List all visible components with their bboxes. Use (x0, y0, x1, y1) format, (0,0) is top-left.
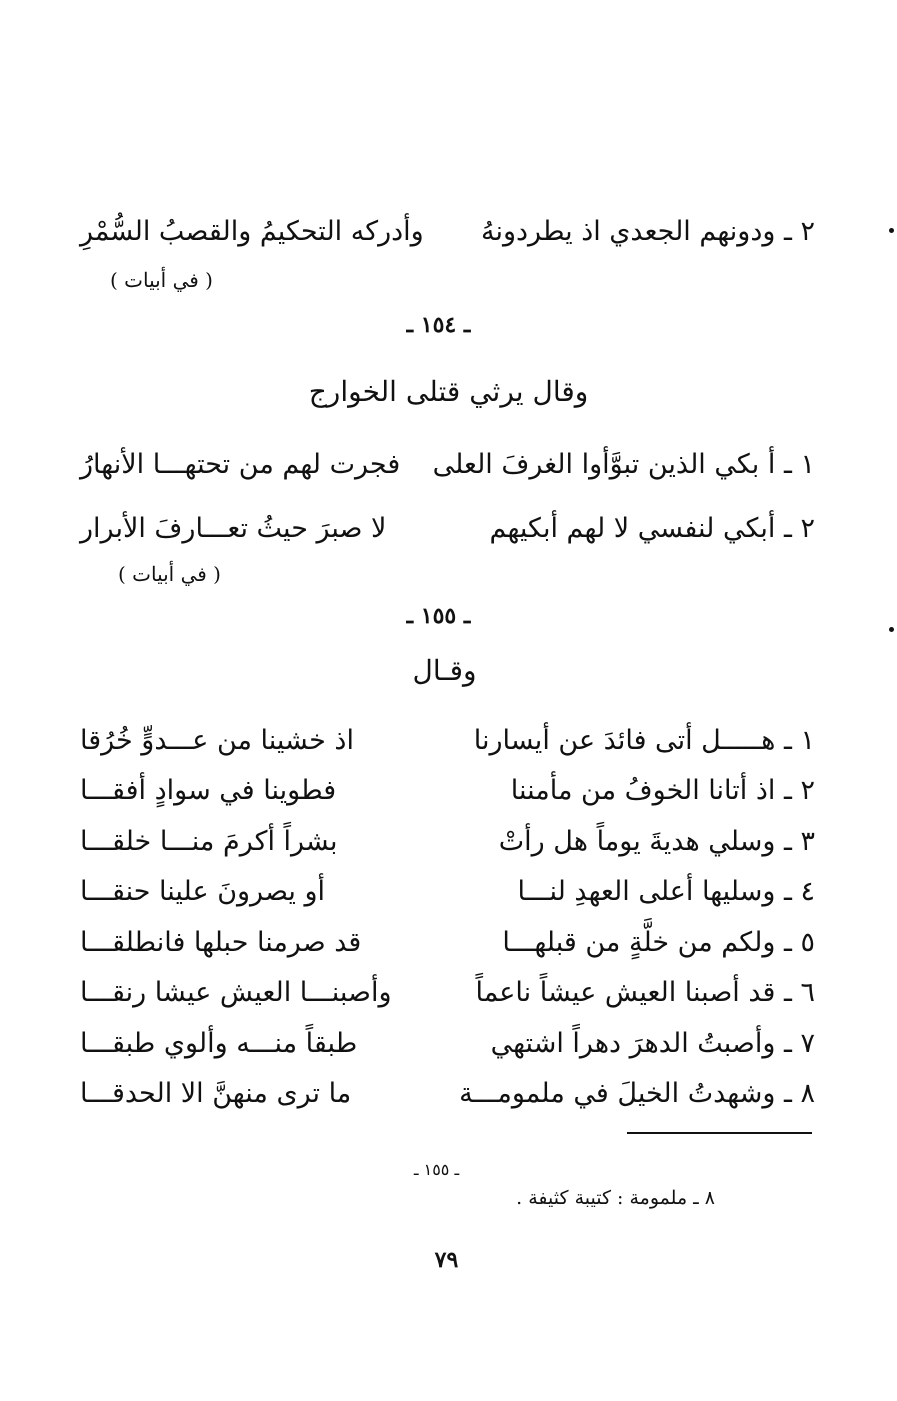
verse-first-hemistich: ٥ ـ ولكم من خلَّةٍ من قبلهـــا (502, 927, 815, 958)
verse-second-hemistich: بشراً أكرمَ منـــا خلقـــا (80, 826, 338, 857)
verse-row (80, 969, 815, 1017)
verse-second-hemistich: طبقاً منـــه وألوي طبقـــا (80, 1028, 358, 1059)
verse-row (80, 767, 815, 815)
poem-number: ـ ١٥٥ ـ (406, 603, 471, 629)
verse-row (80, 919, 815, 967)
verse-second-hemistich: وأدركه التحكيمُ والقصبُ السُّمْرِ (80, 216, 424, 247)
verse-second-hemistich: أو يصرونَ علينا حنقـــا (80, 876, 326, 907)
page-number: ٧٩ (434, 1247, 459, 1273)
verse-row (80, 441, 815, 489)
verse-row (80, 505, 815, 553)
poem-heading: وقال يرثي قتلى الخوارج (308, 375, 589, 408)
verse-first-hemistich: ٨ ـ وشهدتُ الخيلَ في ملمومـــة (459, 1078, 815, 1109)
verse-second-hemistich: وأصبنـــا العيش عيشا رنقـــا (80, 977, 392, 1008)
poem-number: ـ ١٥٤ ـ (406, 312, 471, 338)
verse-first-hemistich: ٦ ـ قد أصبنا العيش عيشاً ناعماً (475, 977, 815, 1008)
verse-first-hemistich: ٢ ـ اذ أتانا الخوفُ من مأمننا (510, 775, 815, 806)
verse-second-hemistich: اذ خشينا من عـــدوٍّ خُرُقا (80, 725, 354, 756)
verse-second-hemistich: ما ترى منهنَّ الا الحدقـــا (80, 1078, 352, 1109)
verse-second-hemistich: فجرت لهم من تحتهـــا الأنهارُ (80, 449, 401, 480)
verse-first-hemistich: ٢ ـ ودونهم الجعدي اذ يطردونهُ (481, 216, 815, 247)
verse-first-hemistich: ٢ ـ أبكي لنفسي لا لهم أبكيهم (489, 513, 815, 544)
verse-second-hemistich: فطوينا في سوادٍ أفقـــا (80, 775, 337, 806)
footnote-rule (627, 1132, 812, 1134)
verse-row (80, 1070, 815, 1118)
poem-heading: وقـال (412, 654, 477, 687)
verse-first-hemistich: ٧ ـ وأصبتُ الدهرَ دهراً اشتهي (490, 1028, 815, 1059)
margin-dot (889, 228, 894, 233)
verse-second-hemistich: قد صرمنا حبلها فانطلقـــا (80, 927, 362, 958)
footnote-text: ٨ ـ ملمومة : كتيبة كثيفة . (516, 1187, 715, 1209)
verse-second-hemistich: لا صبرَ حيثُ تعـــارفَ الأبرار (80, 513, 387, 544)
verse-first-hemistich: ٣ ـ وسلي هديةَ يوماً هل رأتْ (498, 826, 815, 857)
margin-dot (889, 627, 894, 632)
verse-row (80, 1020, 815, 1068)
verse-first-hemistich: ٤ ـ وسليها أعلى العهدِ لنـــا (517, 876, 815, 907)
verse-row (80, 717, 815, 765)
verse-first-hemistich: ١ ـ أ بكي الذين تبوَّأوا الغرفَ العلى (432, 449, 815, 480)
verse-row (80, 868, 815, 916)
source-note: ( في أبيات ) (118, 562, 221, 586)
verse-row (80, 208, 815, 256)
verse-first-hemistich: ١ ـ هـــــل أتى فائدَ عن أيسارنا (473, 725, 815, 756)
verse-row (80, 818, 815, 866)
footnote-poem-marker: ـ ١٥٥ ـ (413, 1160, 460, 1179)
source-note: ( في أبيات ) (110, 268, 213, 292)
